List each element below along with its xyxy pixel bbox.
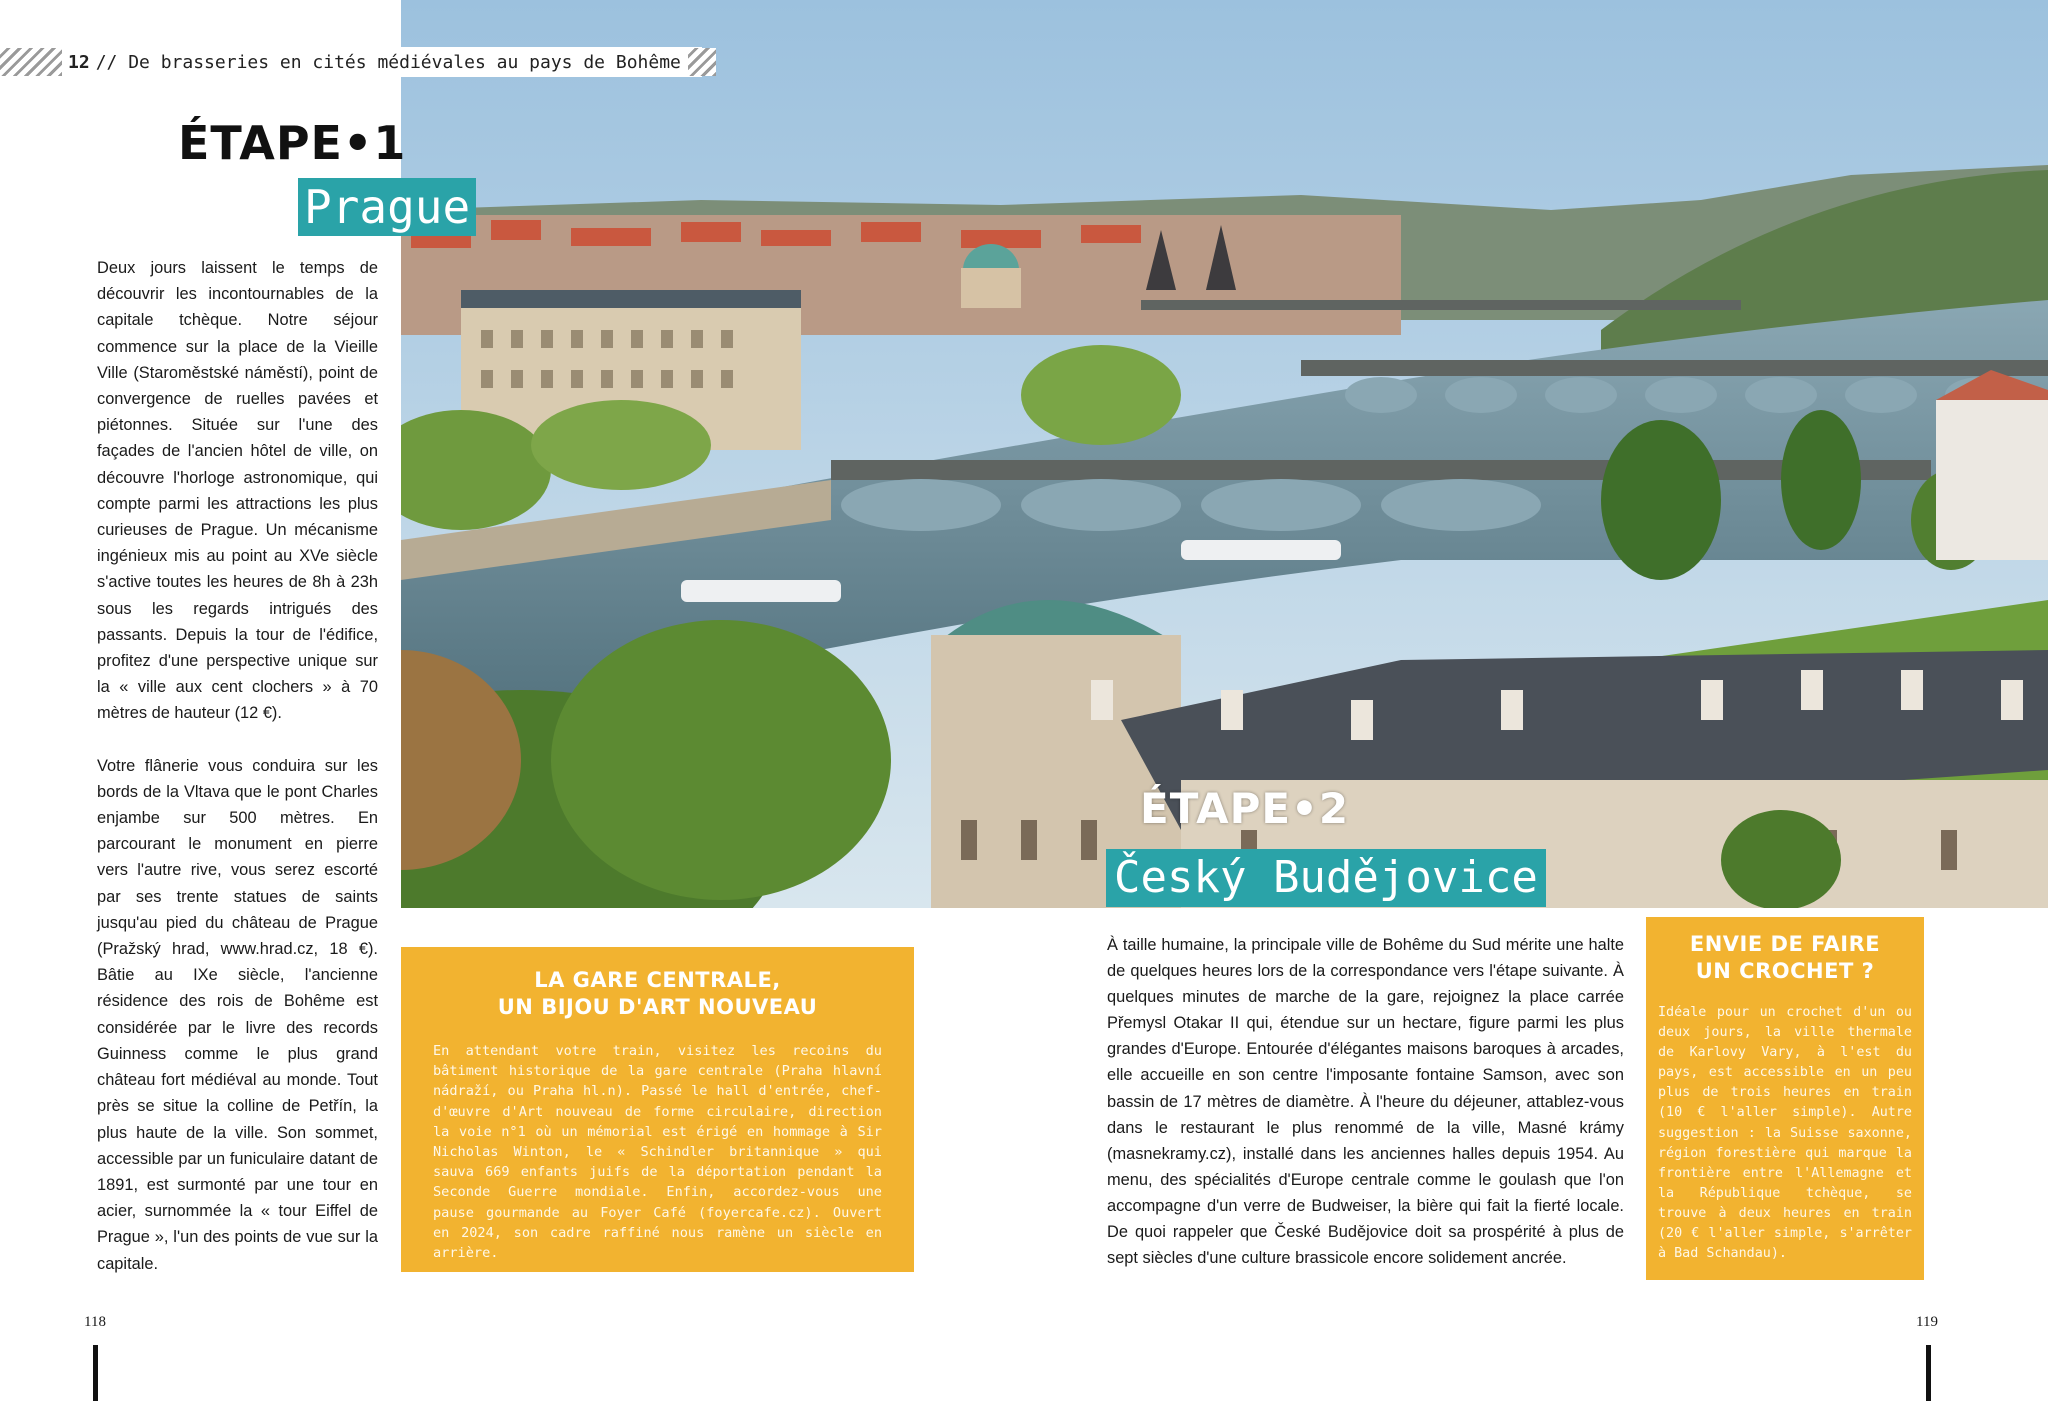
crochet-box-title-line2: UN CROCHET ? xyxy=(1695,959,1875,983)
etape2-text-column xyxy=(1107,932,1624,1271)
header-hatch-right xyxy=(688,48,716,76)
crochet-box-title-line1: ENVIE DE FAIRE xyxy=(1689,932,1881,956)
etape1-text-column xyxy=(97,255,378,1277)
gare-box-body: En attendant votre train, visitez les recoins du bâtiment historique de la gare centrale (Praha hlavní nádraží, ou Praha hl.n). Passé le hall d'entrée, chef-d'œuvre d'Art nouveau de forme circulaire, direction la voie n°1 où un mémorial est érigé en hommage à Sir Nicholas Winton, le « Schindler britannique » qui sauva 669 enfants juifs de la déportation pendant la Seconde Guerre mondiale. Enfin, accordez-vous une pause gourmande au Foyer Café (foyercafe.cz). Ouvert en 2024, son cadre raffiné nous ramène un siècle en arrière. xyxy=(433,1043,882,1262)
etape1-paragraph-2: Votre flânerie vous conduira sur les bords de la Vltava que le pont Charles enjambe sur 500 mètres. En parcourant le monument en pierre vers l'autre rive, vous serez escorté par ses trente statues de saints jusqu'au pied du château de Prague (Pražský hrad, www.hrad.cz, 18 €). Bâtie au IXe siècle, l'ancienne résidence des rois de Bohême est considérée par le livre des records Guinness comme le plus grand château fort médiéval au monde. Tout près se situe la colline de Petřín, la plus haute de la ville. Son sommet, accessible par un funiculaire datant de 1891, est surmonté par une tour en acier, surnommée la « tour Eiffel de Prague », l'un des points de vue sur la capitale. xyxy=(97,756,378,1273)
running-header xyxy=(62,47,702,77)
gare-box-title xyxy=(433,967,882,1021)
etape1-label: ÉTAPE•1 xyxy=(178,116,407,170)
page-edge-bar-left xyxy=(93,1345,98,1401)
header-page-number: 12 xyxy=(68,51,90,73)
etape2-label: ÉTAPE•2 xyxy=(1140,784,1350,833)
etape1-city: Prague xyxy=(298,178,476,236)
etape1-paragraph-1: Deux jours laissent le temps de découvrir les incontournables de la capitale tchèque. Notre séjour commence sur la place de la Vieille Ville (Staroměstské náměstí), point de convergence de ruelles pavées et piétonnes. Située sur l'une des façades de l'ancien hôtel de ville, on découvre l'horloge astronomique, qui compte parmi les attractions les plus curieuses de Prague. Un mécanisme ingénieux mis au point au XVe siècle s'active toutes les heures de 8h à 23h sous les regards intrigués des passants. Depuis la tour de l'édifice, profitez d'une perspective unique sur la « ville aux cent clochers » à 70 mètres de hauteur (12 €). xyxy=(97,259,378,723)
crochet-box xyxy=(1646,917,1924,1280)
gare-box-title-line2: UN BIJOU D'ART NOUVEAU xyxy=(497,995,818,1019)
gare-box-title-line1: LA GARE CENTRALE, xyxy=(534,968,781,992)
etape2-paragraph: À taille humaine, la principale ville de Bohême du Sud mérite une halte de quelques heures lors de la correspondance vers l'étape suivante. À quelques minutes de marche de la gare, rejoignez la place carrée Přemysl Otakar II qui, étendue sur un hectare, figure parmi les plus grandes d'Europe. Entourée d'élégantes maisons baroques à arcades, elle accueille en son centre l'imposante fontaine Samson, avec son bassin de 17 mètres de diamètre. À l'heure du déjeuner, attablez-vous dans le restaurant le plus renommé de la ville, Masné krámy (masnekramy.cz), installé dans les anciennes halles depuis 1954. Au menu, des spécialités d'Europe centrale comme le goulash que l'on accompagne d'un verre de Budweiser, la bière qui fait la fierté locale. De quoi rappeler que České Budějovice doit sa prospérité à plus de sept siècles d'une culture brassicole encore solidement ancrée. xyxy=(1107,936,1624,1268)
folio-left: 118 xyxy=(84,1314,106,1330)
crochet-box-body: Idéale pour un crochet d'un ou deux jours, la ville thermale de Karlovy Vary, à l'est du pays, est accessible en un peu plus de trois heures en train (10 € l'aller simple). Autre suggestion : la Suisse saxonne, région forestière qui marque la frontière entre l'Allemagne et la République tchèque, se trouve à deux heures en train (20 € l'aller simple, s'arrêter à Bad Schandau). xyxy=(1658,1005,1912,1262)
gare-centrale-box xyxy=(401,947,914,1272)
etape2-city: Český Budějovice xyxy=(1106,849,1546,907)
crochet-box-title xyxy=(1658,931,1912,985)
prague-photo xyxy=(401,0,2048,908)
header-running-title: // De brasseries en cités médiévales au pays de Bohême xyxy=(95,51,681,73)
folio-right: 119 xyxy=(1916,1314,1938,1330)
page-edge-bar-right xyxy=(1926,1345,1931,1401)
header-hatch-left xyxy=(0,48,62,76)
